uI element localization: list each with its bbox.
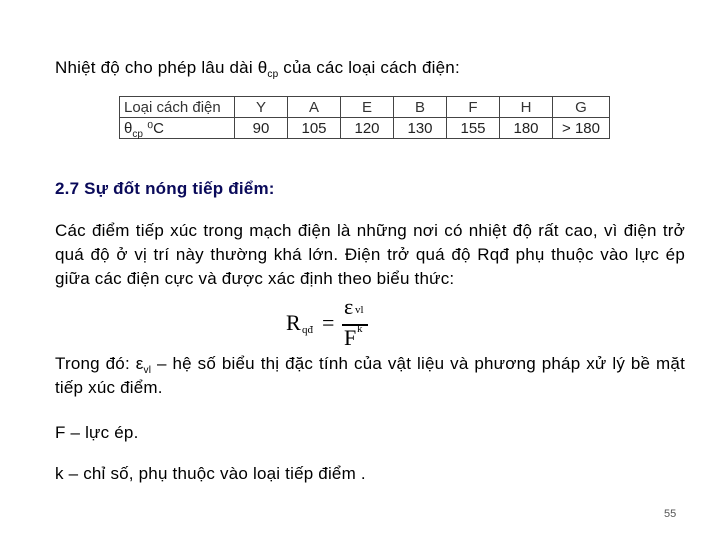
formula-lhs: R bbox=[286, 310, 301, 335]
page-number: 55 bbox=[664, 508, 677, 520]
resistance-formula bbox=[286, 294, 376, 350]
table-temp-cell: 90 bbox=[235, 118, 288, 139]
table-class-cell: E bbox=[341, 97, 394, 118]
table-class-cell: B bbox=[394, 97, 447, 118]
section-heading: 2.7 Sự đốt nóng tiếp điểm: bbox=[55, 179, 275, 198]
definition-paragraph: Trong đó: $\varepsilon_{vl}$ – hệ số biểu thị đặc tính của vật liệu và phương pháp xử lý bề mặt tiếp xúc điểm. bbox=[55, 354, 685, 397]
table-header-label: Loại cách điện bbox=[120, 97, 235, 118]
table-temp-cell: 105 bbox=[288, 118, 341, 139]
intro-text-end: của các loại cách điện: bbox=[278, 58, 460, 77]
table-temp-cell: 120 bbox=[341, 118, 394, 139]
formula-lhs-subscript: qđ bbox=[302, 324, 313, 336]
table-class-cell: G bbox=[553, 97, 610, 118]
table-class-cell: Y bbox=[235, 97, 288, 118]
table-class-cell: A bbox=[288, 97, 341, 118]
formula-exponent: k bbox=[357, 323, 363, 335]
table-temp-row bbox=[120, 118, 610, 139]
table-temp-cell: 180 bbox=[500, 118, 553, 139]
table-header-row bbox=[120, 97, 610, 118]
intro-text: Nhiệt độ cho phép lâu dài θ bbox=[55, 58, 268, 77]
formula-numerator-subscript: vl bbox=[355, 304, 364, 316]
table-class-cell: H bbox=[500, 97, 553, 118]
body-paragraph: Các điểm tiếp xúc trong mạch điện là những nơi có nhiệt độ rất cao, vì điện trở quá độ ở vị trí này thường khá lớn. Điện trở quá độ Rqđ phụ thuộc vào lực ép giữa các điện cực và được xác định theo biểu thức: bbox=[55, 221, 685, 288]
insulation-table bbox=[119, 96, 610, 139]
formula-numerator: ε bbox=[344, 294, 354, 319]
k-definition: k – chỉ số, phụ thuộc vào loại tiếp điểm . bbox=[55, 464, 366, 483]
force-definition: F – lực ép. bbox=[55, 423, 139, 442]
formula-denominator: F bbox=[344, 325, 357, 350]
intro-subscript: cp bbox=[267, 69, 279, 80]
definition-subscript: vl bbox=[143, 365, 152, 376]
formula-equals: = bbox=[322, 310, 335, 335]
table-temp-cell: 155 bbox=[447, 118, 500, 139]
table-temp-cell: > 180 bbox=[553, 118, 610, 139]
table-class-cell: F bbox=[447, 97, 500, 118]
table-row-label: $\theta_{cp}$ ⁰C bbox=[120, 118, 235, 139]
intro-line bbox=[55, 56, 460, 80]
table-temp-cell: 130 bbox=[394, 118, 447, 139]
